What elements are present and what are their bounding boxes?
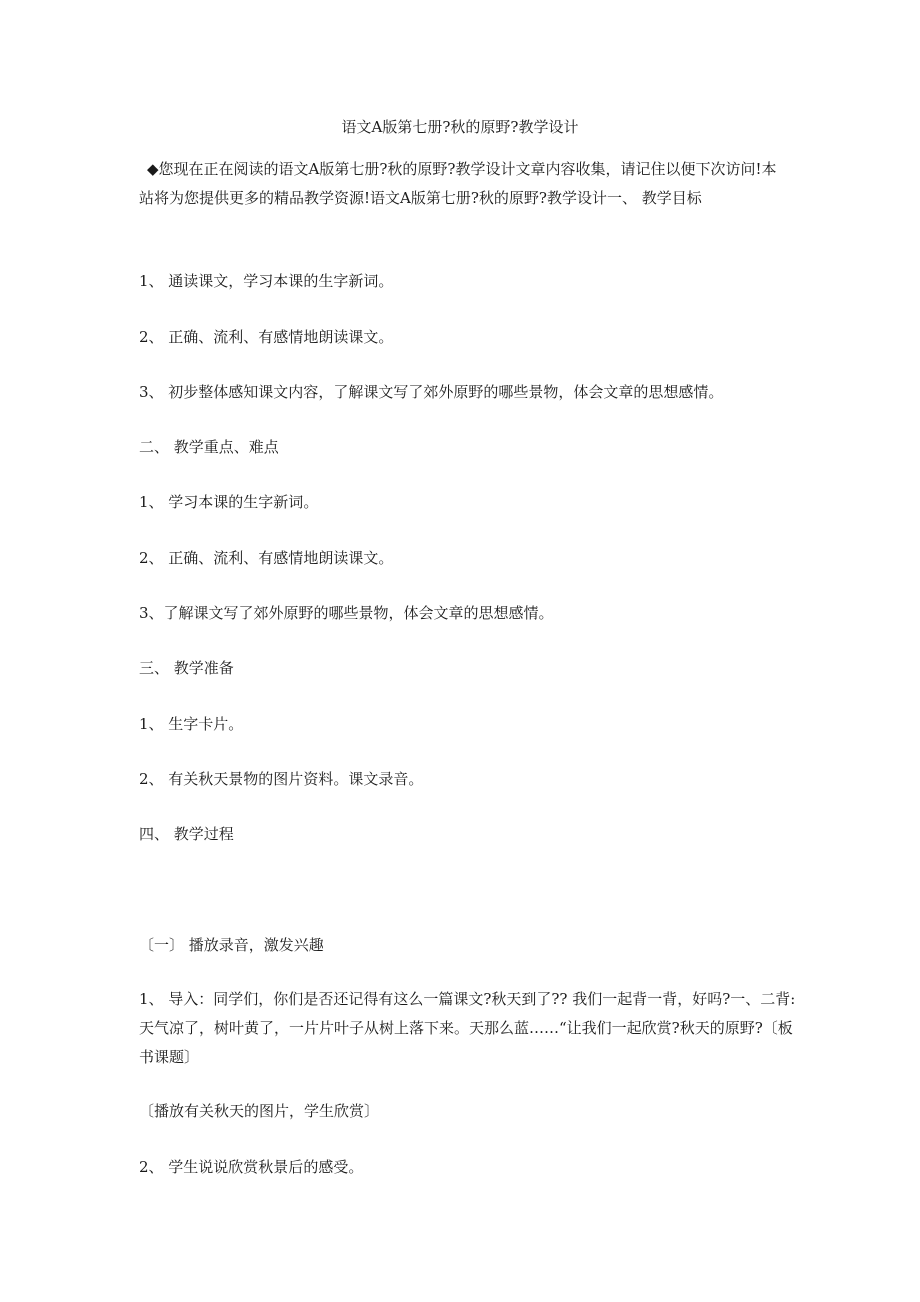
step-heading-1: 〔一〕 播放录音，激发兴趣 <box>139 936 324 954</box>
document-title: 语文A版第七册?秋的原野?教学设计 <box>341 118 579 136</box>
step-1-note: 〔播放有关秋天的图片，学生欣赏〕 <box>139 1102 380 1120</box>
section-heading-prep: 三、 教学准备 <box>139 659 234 677</box>
focus-item-3: 3、了解课文写了郊外原野的哪些景物，体会文章的思想感情。 <box>139 604 554 622</box>
prep-item-1: 1、 生字卡片。 <box>139 715 244 733</box>
intro-paragraph: ◆您现在正在阅读的语文A版第七册?秋的原野?教学设计文章内容收集，请记住以便下次访问!本站将为您提供更多的精品教学资源!语文A版第七册?秋的原野?教学设计一、 教学目标 <box>139 160 777 207</box>
goal-item-1: 1、 通读课文，学习本课的生字新词。 <box>139 272 394 290</box>
step-1-item-1: 1、 导入：同学们，你们是否还记得有这么一篇课文?秋天到了?? 我们一起背一背，好吗?一、二背: 天气凉了，树叶黄了，一片片叶子从树上落下来。天那么蓝……“让我们一起欣赏?秋天的原野?〔板书课题〕 <box>139 990 796 1066</box>
prep-item-2: 2、 有关秋天景物的图片资料。课文录音。 <box>139 770 424 788</box>
goal-item-2: 2、 正确、流利、有感情地朗读课文。 <box>139 328 394 346</box>
section-heading-focus: 二、 教学重点、难点 <box>139 438 279 456</box>
section-heading-process: 四、 教学过程 <box>139 825 234 843</box>
focus-item-2: 2、 正确、流利、有感情地朗读课文。 <box>139 549 394 567</box>
focus-item-1: 1、 学习本课的生字新词。 <box>139 493 319 511</box>
goal-item-3: 3、 初步整体感知课文内容，了解课文写了郊外原野的哪些景物，体会文章的思想感情。 <box>139 383 724 401</box>
step-1-item-2: 2、 学生说说欣赏秋景后的感受。 <box>139 1158 364 1176</box>
